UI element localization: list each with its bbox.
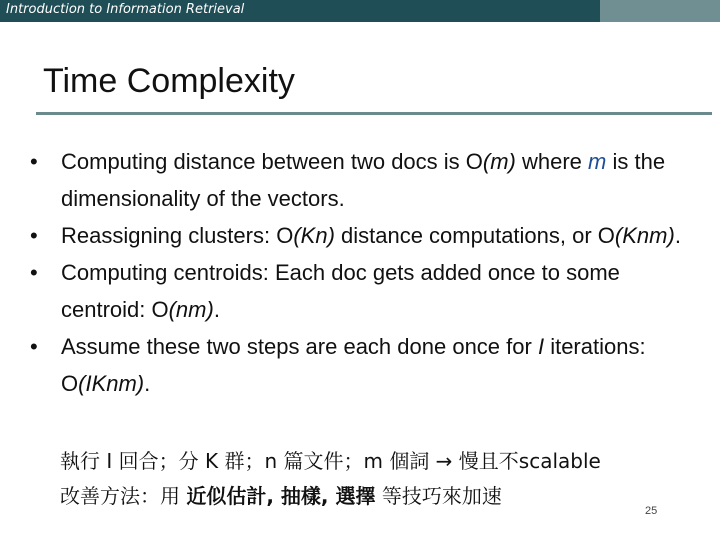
bullet-text: . — [674, 223, 681, 248]
bullet-list — [30, 143, 710, 402]
bullet-text-italic-blue: m — [588, 149, 607, 174]
bullet-item — [30, 328, 710, 402]
bullet-item — [30, 254, 710, 328]
title-divider — [36, 112, 712, 115]
bullet-text-italic: (Knm) — [614, 223, 675, 248]
bullet-text: distance computations, or O — [334, 223, 615, 248]
bullet-text: . — [213, 297, 220, 322]
header-accent — [600, 0, 720, 22]
bullet-item — [30, 143, 710, 217]
chinese-note-line-2 — [60, 480, 502, 509]
slide-title: Time Complexity — [43, 62, 295, 100]
note-text-bold: , — [266, 484, 281, 508]
bullet-text: iterations: O — [61, 334, 646, 396]
bullet-text: Computing centroids: Each doc gets added once to some centroid: O — [61, 260, 620, 322]
bullet-text-italic: (nm) — [168, 297, 214, 322]
bullet-text: Reassigning clusters: O — [61, 223, 294, 248]
bullet-text-italic: (IKnm) — [78, 371, 145, 396]
note-text-bold: 選擇 — [335, 484, 376, 508]
bullet-text-italic: I — [537, 334, 545, 359]
note-text: 改善方法：用 — [60, 484, 187, 508]
bullet-text-italic: (Kn) — [293, 223, 335, 248]
note-text: 等技巧來加速 — [375, 484, 502, 508]
bullet-text-italic: (m) — [482, 149, 516, 174]
bullet-item — [30, 217, 710, 254]
note-text-bold: 近似估計 — [186, 484, 267, 508]
header-title: Introduction to Information Retrieval — [6, 2, 245, 17]
chinese-note-line-1: 執行 I 回合；分 K 群；n 篇文件；m 個詞 → 慢且不scalable — [60, 449, 601, 473]
note-text-bold: , — [320, 484, 336, 508]
note-text-bold: 抽樣 — [280, 484, 321, 508]
bullet-text: Assume these two steps are each done once for — [61, 334, 538, 359]
bullet-text: Computing distance between two docs is O — [61, 149, 483, 174]
bullet-text: is the dimensionality of the vectors. — [61, 149, 666, 211]
bullet-text: where — [515, 149, 589, 174]
page-number: 25 — [645, 505, 658, 517]
bullet-text: . — [144, 371, 151, 396]
